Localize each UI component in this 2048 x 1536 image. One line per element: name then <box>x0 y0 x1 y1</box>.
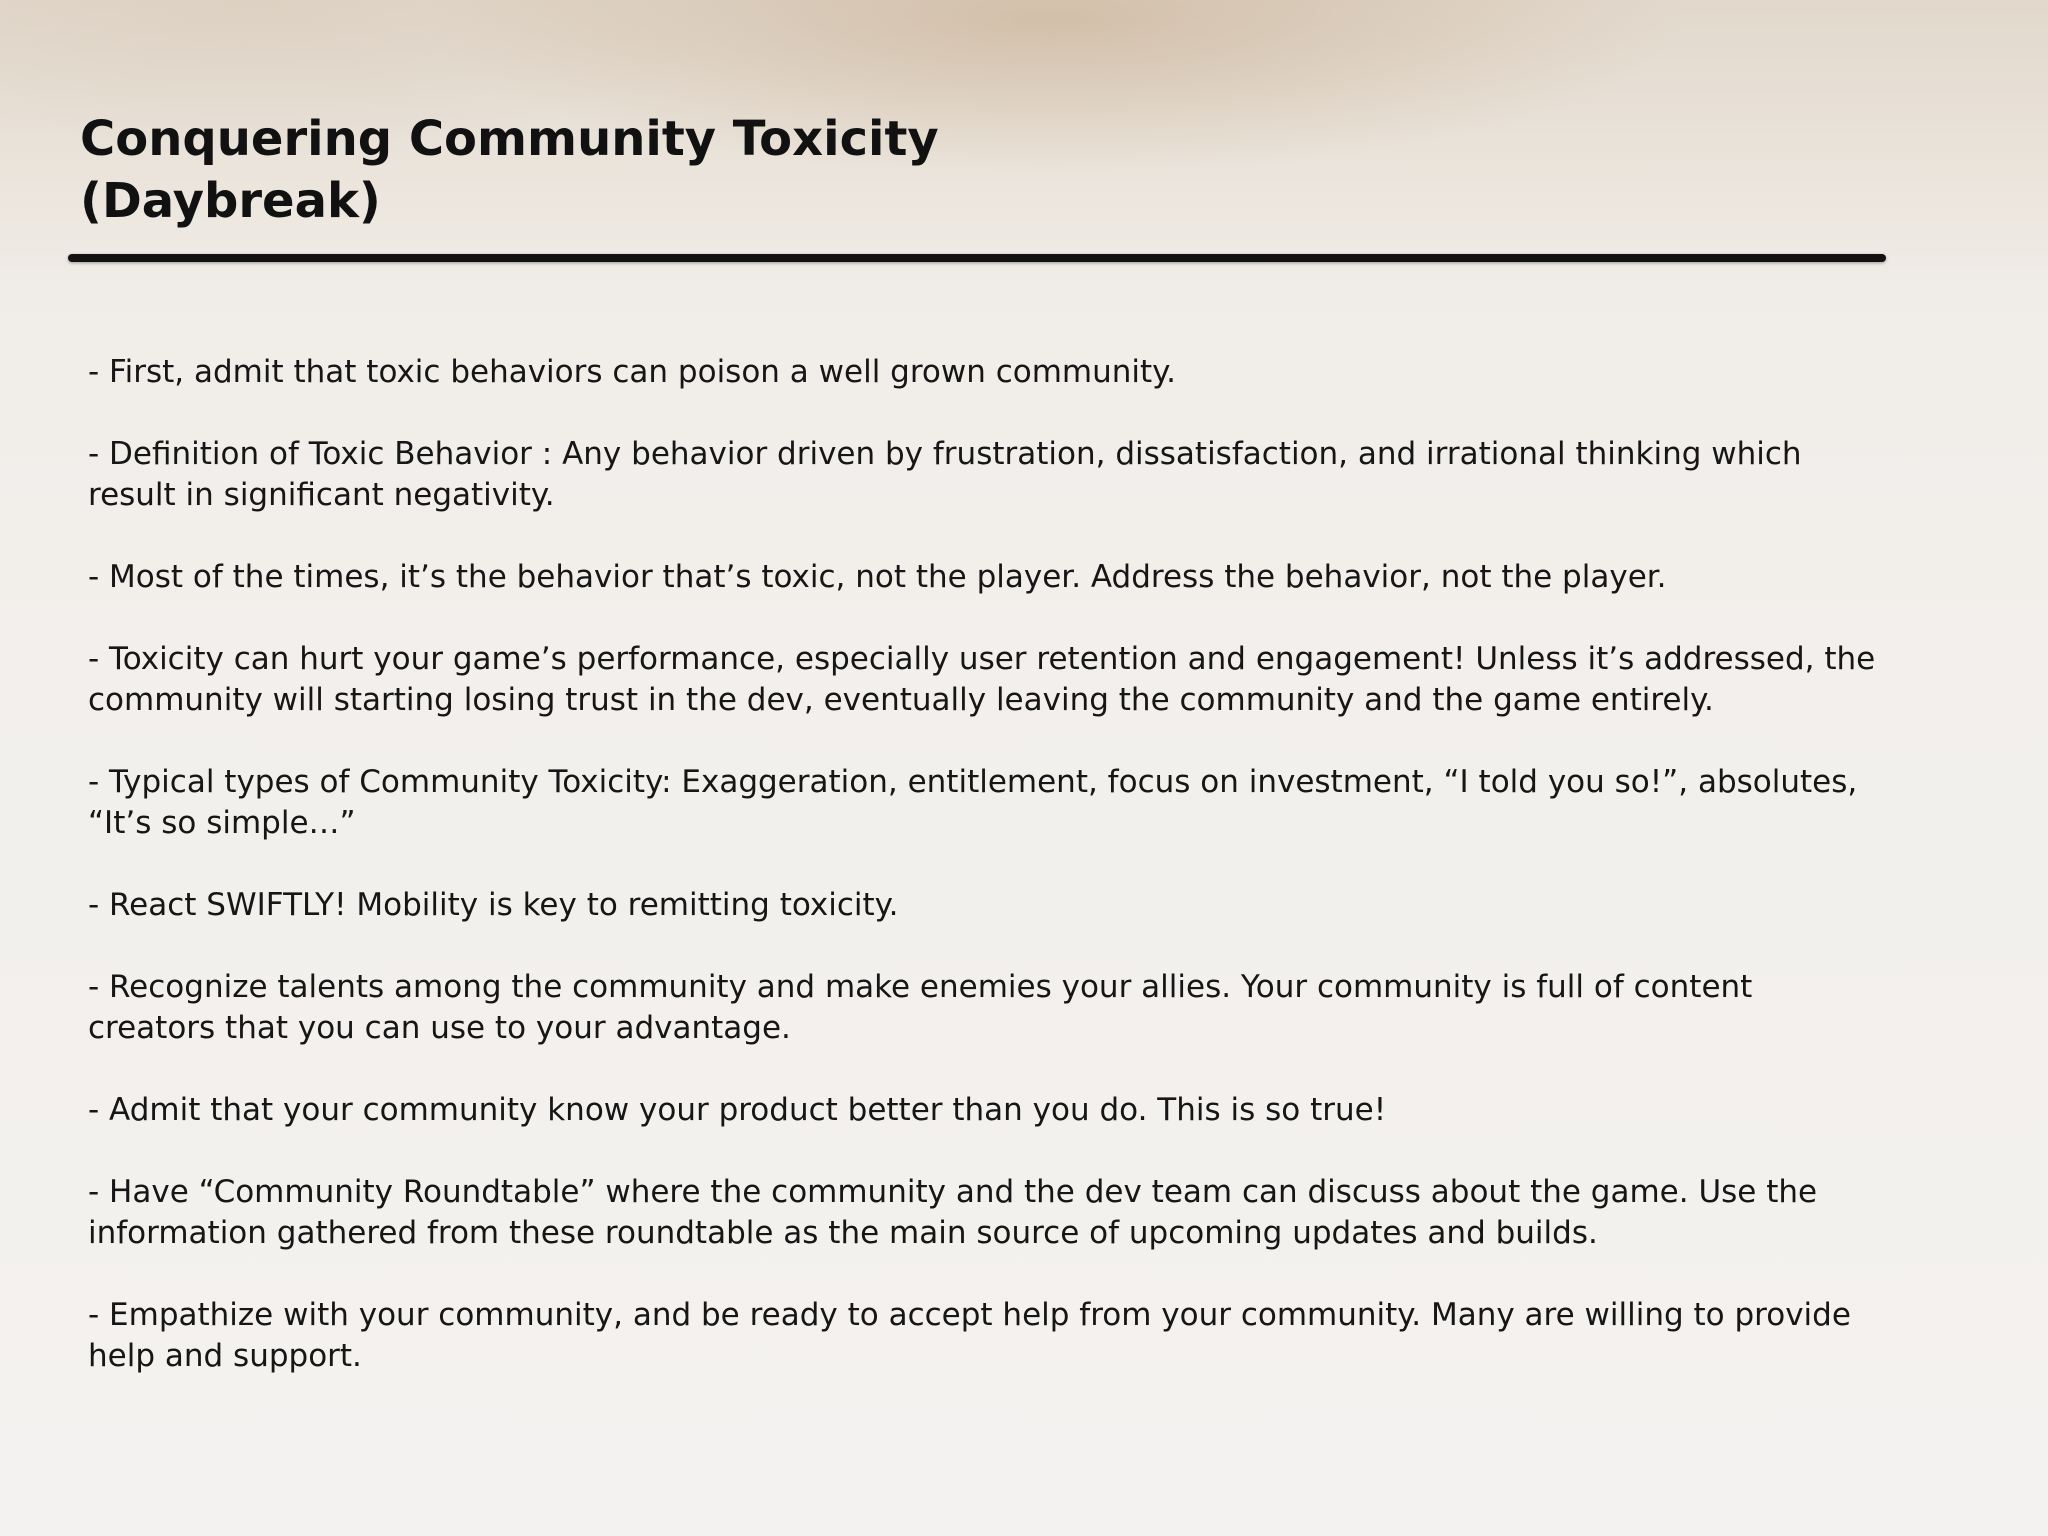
slide-title-line-1: Conquering Community Toxicity <box>80 111 939 167</box>
slide-title <box>80 108 1480 232</box>
bullet-item: - First, admit that toxic behaviors can poison a well grown community. <box>88 354 1176 390</box>
bullet-item: - Recognize talents among the community and make enemies your allies. Your community is full of content creators that you can use to your advantage. <box>88 969 1753 1046</box>
bullet-item: - Have “Community Roundtable” where the community and the dev team can discuss about the game. Use the information gathered from these roundtable as the main source of upcoming updates and builds. <box>88 1174 1818 1251</box>
bullet-item: - Admit that your community know your product better than you do. This is so true! <box>88 1092 1387 1128</box>
bullet-item: - Definition of Toxic Behavior : Any behavior driven by frustration, dissatisfaction, and irrational thinking which result in significant negativity. <box>88 436 1802 513</box>
bullet-item: - Typical types of Community Toxicity: Exaggeration, entitlement, focus on investment, “I told you so!”, absolutes, “It’s so simple…” <box>88 764 1858 841</box>
bullet-item: - Toxicity can hurt your game’s performance, especially user retention and engagement! Unless it’s addressed, the community will starting losing trust in the dev, eventually leaving the community and the game entirely. <box>88 641 1876 718</box>
title-divider <box>68 254 1886 262</box>
bullet-item: - Most of the times, it’s the behavior that’s toxic, not the player. Address the behavior, not the player. <box>88 559 1667 595</box>
bullet-item: - Empathize with your community, and be ready to accept help from your community. Many are willing to provide help and support. <box>88 1297 1851 1374</box>
bullet-list <box>88 352 1888 1418</box>
bullet-item: - React SWIFTLY! Mobility is key to remitting toxicity. <box>88 887 899 923</box>
slide-title-line-2: (Daybreak) <box>80 173 381 229</box>
